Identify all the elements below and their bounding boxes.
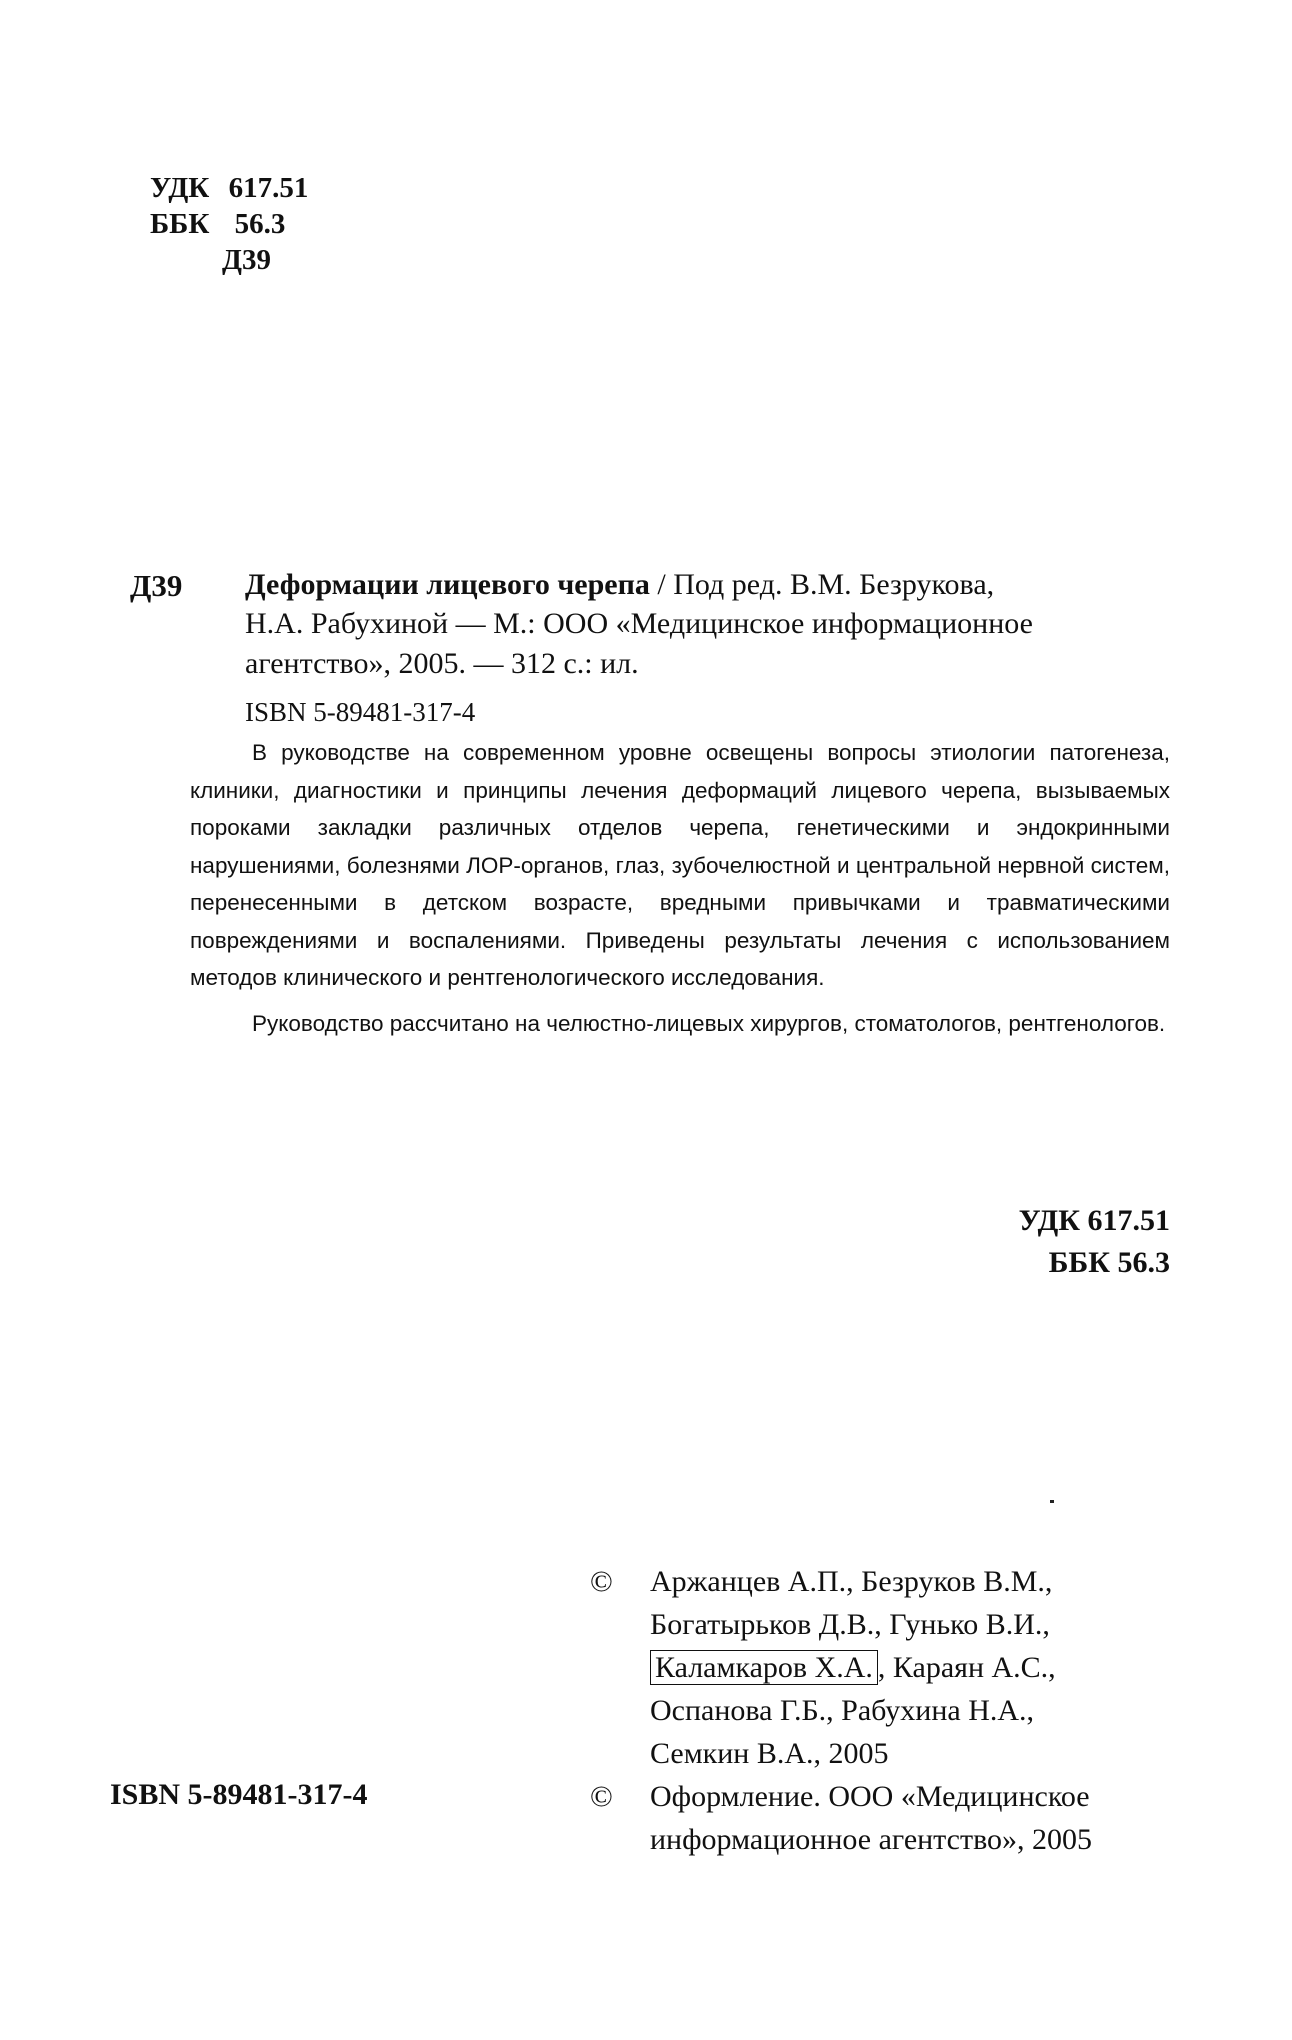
copyright-authors-line-4 [590,1689,1092,1732]
title-line-1 [245,566,994,604]
top-author-mark: Д39 [222,244,271,276]
authors-line-5: Семкин В.А., 2005 [650,1737,889,1770]
isbn-bottom: ISBN 5-89481-317-4 [110,1778,368,1811]
top-bbk-label: ББК [150,208,210,240]
top-udk-value: 617.51 [228,172,309,204]
authors-line-1: Аржанцев А.П., Безруков В.М., [650,1565,1053,1598]
authors-line-2: Богатырьков Д.В., Гунько В.И., [650,1608,1050,1641]
entry-code: Д39 [130,568,183,603]
copyright-block [590,1560,1092,1861]
copyright-design-line-1 [590,1775,1092,1818]
top-udk-row [150,170,308,206]
copyright-symbol-2: © [590,1780,613,1813]
authors-line-3-rest: , Караян А.С., [877,1651,1056,1684]
top-bbk-value: 56.3 [234,208,286,240]
top-classification [150,170,308,278]
entry-isbn: ISBN 5-89481-317-4 [245,697,476,727]
authors-line-4: Оспанова Г.Б., Рабухина Н.А., [650,1694,1035,1727]
title-line-3: агентство», 2005. — 312 с.: ил. [245,647,639,680]
boxed-author: Каламкаров Х.А. [650,1650,878,1685]
design-line-2: информационное агентство», 2005 [650,1823,1093,1856]
bottom-udk: УДК 617.51 [1018,1204,1170,1237]
copyright-authors-line-2 [590,1603,1092,1646]
title-line-2: Н.А. Рабухиной — М.: ООО «Медицинское информационное [245,607,1033,640]
abstract [190,734,1170,1042]
top-udk-label: УДК [150,172,210,204]
copyright-design-line-2 [590,1818,1092,1861]
stray-dot [1050,1500,1054,1503]
copyright-authors-line-5 [590,1732,1092,1775]
copyright-symbol: © [590,1565,613,1598]
copyright-authors-line-1 [590,1560,1092,1603]
abstract-paragraph-1: В руководстве на современном уровне освещены вопросы этиологии патогенеза, клиники, диагностики и принципы лечения деформаций лицевого черепа, вызываемых пороками закладки различных отделов черепа, генетическими и эндокринными нарушениями, болезнями ЛОР-органов, глаз, зубочелюстной и центральной нервной систем, перенесенными в детском возрасте, вредными привычками и травматическими повреждениями и воспалениями. Приведены результаты лечения с использованием методов клинического и рентгенологического исследования. [190,740,1170,990]
book-title: Деформации лицевого черепа [245,568,650,601]
editors: / Под ред. В.М. Безрукова, [657,568,995,601]
design-line-1: Оформление. ООО «Медицинское [650,1780,1090,1813]
top-bbk-row [150,206,308,242]
bottom-bbk: ББК 56.3 [1048,1246,1170,1279]
abstract-paragraph-2: Руководство рассчитано на челюстно-лицевых хирургов, стоматологов, рентгенологов. [252,1010,1166,1036]
copyright-authors-line-3 [590,1646,1092,1689]
bottom-classification [900,1200,1170,1284]
